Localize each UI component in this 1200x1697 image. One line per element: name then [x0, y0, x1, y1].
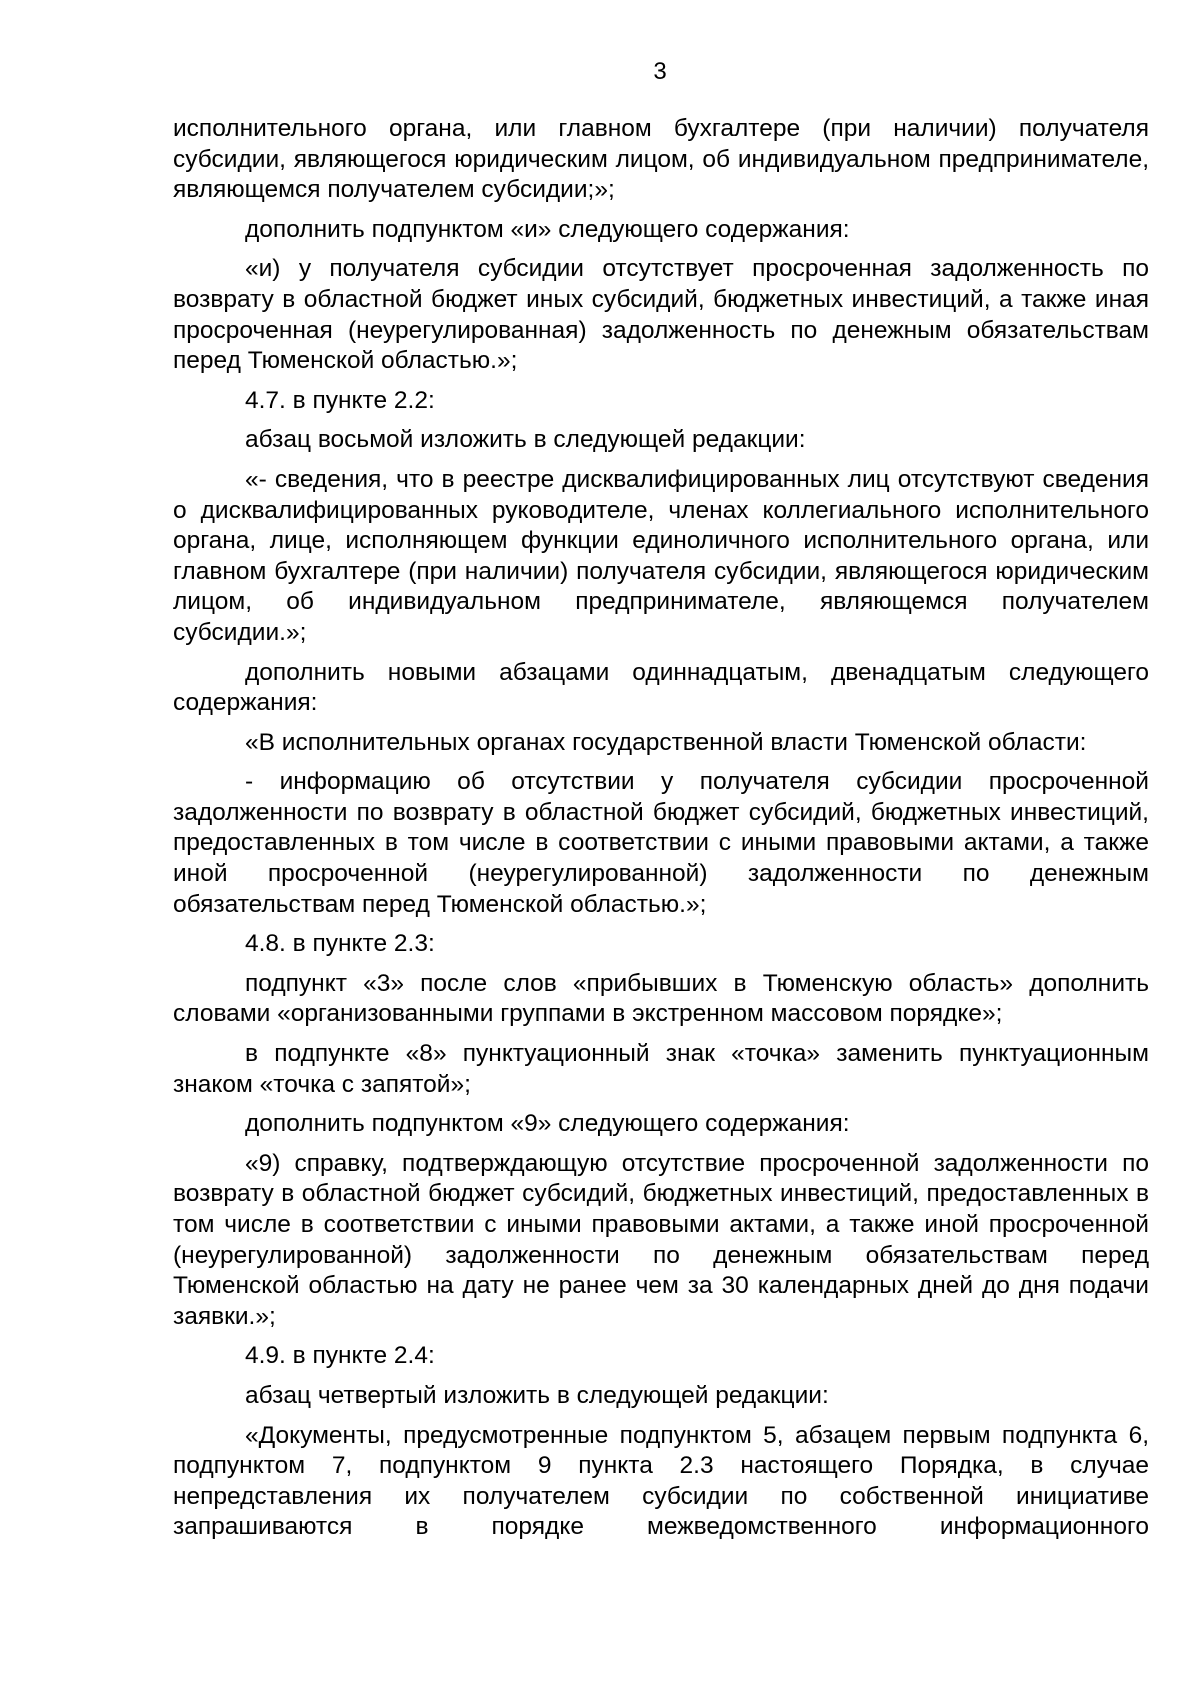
- paragraph: 4.8. в пункте 2.3:: [245, 930, 435, 958]
- paragraph: исполнительного органа, или главном бухгалтере (при наличии) получателя субсидии, являющегося юридическим лицом, об индивидуальном предпринимателе, являющемся получателем субсидии;»;: [173, 115, 1149, 204]
- document-body: [173, 114, 1149, 1543]
- paragraph: 4.7. в пункте 2.2:: [245, 386, 435, 414]
- paragraph: «Документы, предусмотренные подпунктом 5, абзацем первым подпункта 6, подпунктом 7, подпунктом 9 пункта 2.3 настоящего Порядка, в случае непредставления их получателем субсидии по собственной инициативе запрашиваются в порядке межведомственного информационного: [173, 1421, 1149, 1541]
- paragraph: дополнить подпунктом «9» следующего содержания:: [245, 1110, 850, 1138]
- paragraph: дополнить подпунктом «и» следующего содержания:: [245, 215, 850, 243]
- paragraph: «9) справку, подтверждающую отсутствие просроченной задолженности по возврату в областной бюджет субсидий, бюджетных инвестиций, предоставленных в том числе в соответствии с иными правовыми актами, а также иной просроченной (неурегулированной) задолженности по денежным обязательствам перед Тюменской областью на дату не ранее чем за 30 календарных дней до дня подачи заявки.»;: [173, 1149, 1149, 1330]
- paragraph: подпункт «3» после слов «прибывших в Тюменскую область» дополнить словами «организованными группами в экстренном массовом порядке»;: [173, 969, 1149, 1028]
- paragraph: в подпункте «8» пунктуационный знак «точка» заменить пунктуационным знаком «точка с запятой»;: [173, 1040, 1149, 1098]
- paragraph: абзац восьмой изложить в следующей редакции:: [245, 426, 806, 454]
- paragraph: «В исполнительных органах государственной власти Тюменской области:: [245, 728, 1087, 756]
- paragraph: абзац четвертый изложить в следующей редакции:: [245, 1381, 829, 1409]
- paragraph: - информацию об отсутствии у получателя субсидии просроченной задолженности по возврату в областной бюджет субсидий, бюджетных инвестиций, предоставленных в том числе в соответствии с иными правовыми актами, а также иной просроченной (неурегулированной) задолженности по денежным обязательствам перед Тюменской областью.»;: [173, 768, 1149, 918]
- paragraph: «и) у получателя субсидии отсутствует просроченная задолженность по возврату в областной бюджет иных субсидий, бюджетных инвестиций, а также иная просроченная (неурегулированная) задолженность по денежным обязательствам перед Тюменской областью.»;: [173, 255, 1149, 375]
- page-number: 3: [653, 58, 667, 85]
- paragraph: дополнить новыми абзацами одиннадцатым, двенадцатым следующего содержания:: [173, 658, 1149, 717]
- paragraph: 4.9. в пункте 2.4:: [245, 1342, 435, 1370]
- paragraph: «- сведения, что в реестре дисквалифицированных лиц отсутствуют сведения о дисквалифицированных руководителе, членах коллегиального исполнительного органа, лице, исполняющем функции единоличного исполнительного органа, или главном бухгалтере (при наличии) получателя субсидии, являющегося юридическим лицом, об индивидуальном предпринимателе, являющемся получателем субсидии.»;: [173, 465, 1149, 646]
